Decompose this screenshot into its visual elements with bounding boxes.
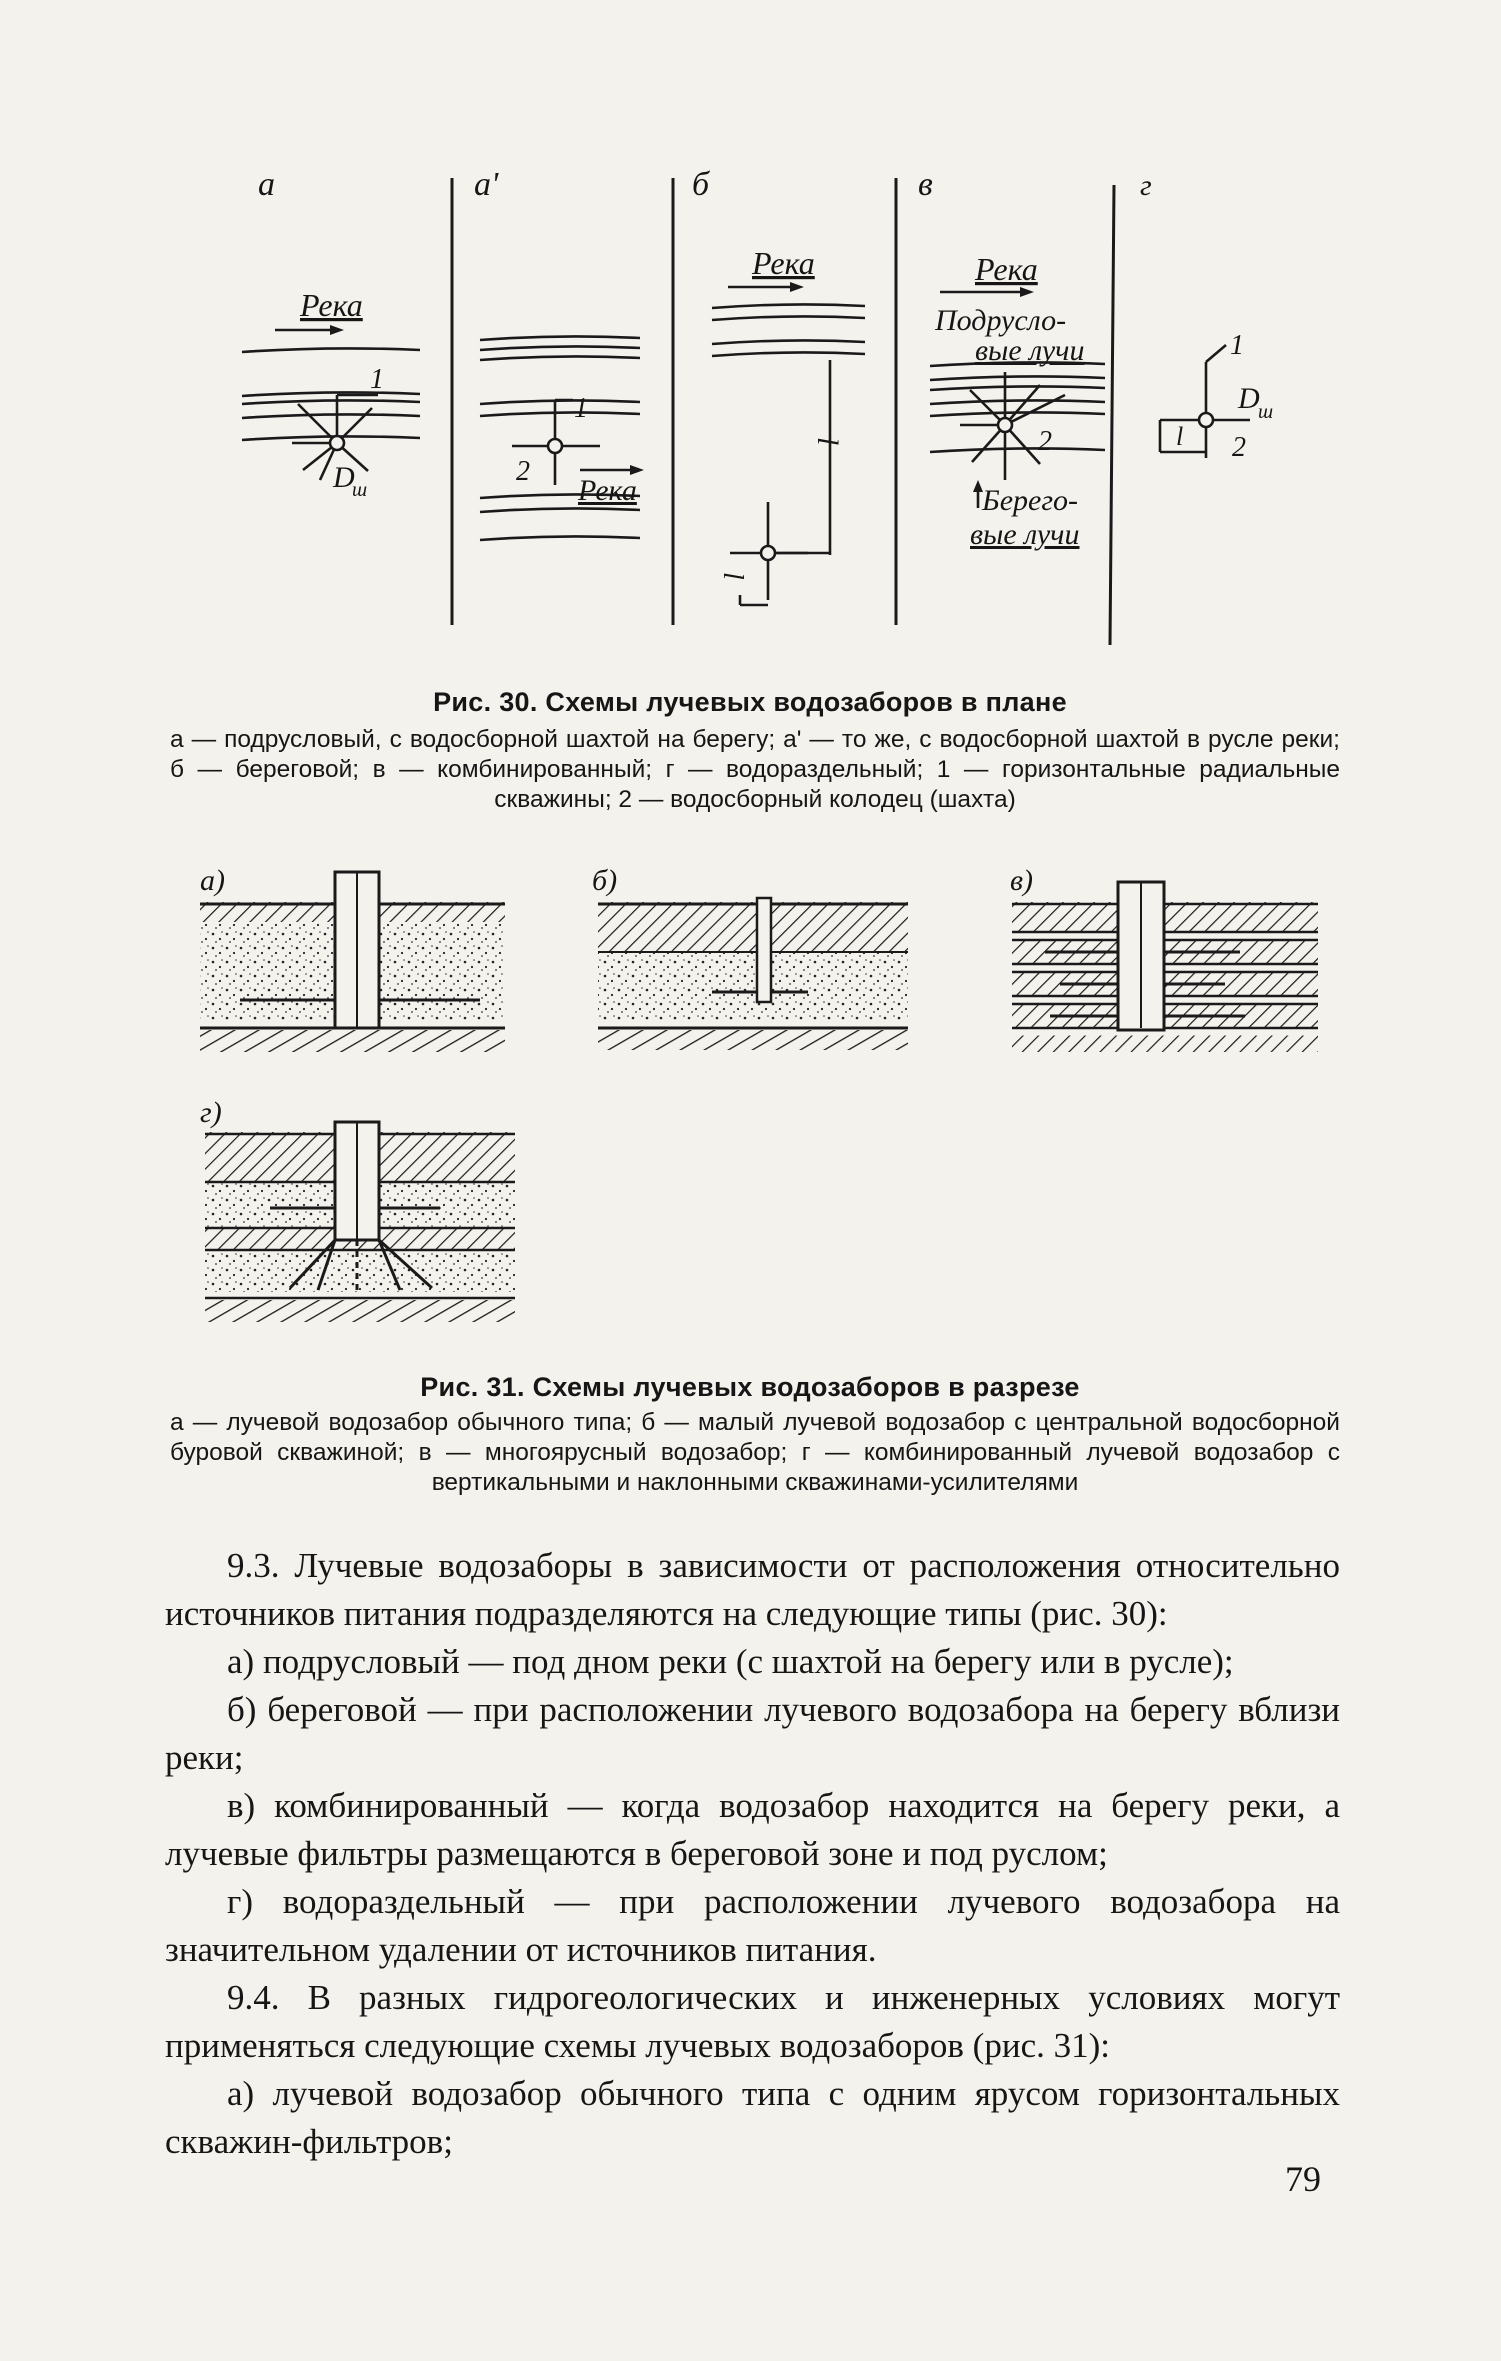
river-label: Река: [578, 474, 637, 507]
panel-label-v: в: [918, 166, 933, 203]
section-g: [200, 1096, 515, 1322]
figure-30-caption: а — подрусловый, с водосборной шахтой на берегу; а' — то же, с водосборной шахтой в русле реки; б — береговой; в — комбинированный; г — водораздельный; 1 — горизонтальные радиальные скважины; 2 — водосборный колодец (шахта): [170, 726, 1340, 813]
paragraph-9-3: 9.3. Лучевые водозаборы в зависимости от расположения относительно источников питания подразделяются на следующие типы (рис. 30):: [165, 1546, 1340, 1633]
beregovye-label-2: вые лучи: [970, 518, 1080, 551]
svg-text:2: 2: [1038, 426, 1052, 457]
section-v: [1010, 864, 1318, 1052]
podruslovye-label-1: Подрусло-: [935, 304, 1067, 337]
svg-text:1: 1: [574, 393, 588, 424]
figure-31-title: Рис. 31. Схемы лучевых водозаборов в разрезе: [420, 1372, 1080, 1402]
svg-text:ш: ш: [352, 479, 368, 501]
svg-text:1: 1: [370, 364, 384, 395]
panel-label-b: б: [692, 166, 710, 203]
figure-31-caption: а — лучевой водозабор обычного типа; б — малый лучевой водозабор с центральной водосборной буровой скважиной; в — многоярусный водозабор; г — комбинированный лучевой водозабор с вертикальными и наклонными скважинами-усилителями: [170, 1409, 1340, 1496]
paragraph-9-4: 9.4. В разных гидрогеологических и инженерных условиях могут применяться следующие схемы лучевых водозаборов (рис. 31):: [165, 1978, 1340, 2065]
body-text: [165, 1542, 1340, 2166]
river-label: Река: [752, 245, 815, 281]
list-item-a: а) подрусловый — под дном реки (с шахтой на берегу или в русле);: [227, 1642, 1234, 1681]
svg-text:ш: ш: [1258, 401, 1274, 423]
panel-v-scheme: [930, 251, 1105, 551]
svg-text:1: 1: [1230, 330, 1244, 361]
list-item-b: б) береговой — при расположении лучевого водозабора на берегу вблизи реки;: [165, 1690, 1340, 1777]
svg-text:2: 2: [516, 456, 530, 487]
svg-text:г): г): [200, 1096, 222, 1129]
river-label: Река: [300, 287, 363, 323]
figure-30-plan-schemes: [0, 0, 1501, 680]
podruslovye-label-2: вые лучи: [975, 334, 1085, 367]
svg-text:в): в): [1010, 864, 1034, 897]
list-item-g: г) водораздельный — при расположении лучевого водозабора на значительном удалении от источников питания.: [165, 1882, 1340, 1969]
panel-label-g: г: [1140, 169, 1152, 202]
svg-text:б): б): [592, 864, 618, 897]
svg-text:l: l: [1176, 422, 1184, 451]
river-label: Река: [975, 251, 1038, 287]
panel-g-scheme: [1160, 330, 1273, 463]
figure-31-section-schemes: [0, 860, 1501, 1330]
section-a: [200, 864, 505, 1052]
svg-text:2: 2: [1232, 432, 1246, 463]
list-item-v: в) комбинированный — когда водозабор находится на берегу реки, а лучевые фильтры размещаются в береговой зоне и под руслом;: [165, 1786, 1340, 1873]
panel-label-a-prime: а': [474, 166, 499, 203]
svg-text:D: D: [1238, 382, 1260, 415]
svg-text:l: l: [717, 572, 748, 580]
panel-a-scheme: [242, 287, 420, 501]
panel-label-a: а: [258, 166, 275, 203]
beregovye-label-1: Берего-: [982, 484, 1079, 517]
figure-30-title: Рис. 30. Схемы лучевых водозаборов в плане: [433, 687, 1067, 717]
divider-line: [1110, 185, 1114, 645]
section-b: [592, 864, 908, 1050]
svg-text:а): а): [200, 864, 225, 897]
list-item-a-2: а) лучевой водозабор обычного типа с одним ярусом горизонтальных скважин-фильтров;: [165, 2074, 1340, 2161]
panel-a-prime-scheme: [480, 336, 644, 540]
svg-text:D: D: [333, 461, 355, 494]
panel-b-scheme: [712, 245, 865, 605]
svg-text:l: l: [811, 437, 844, 446]
page-number: 79: [1285, 2159, 1321, 2199]
